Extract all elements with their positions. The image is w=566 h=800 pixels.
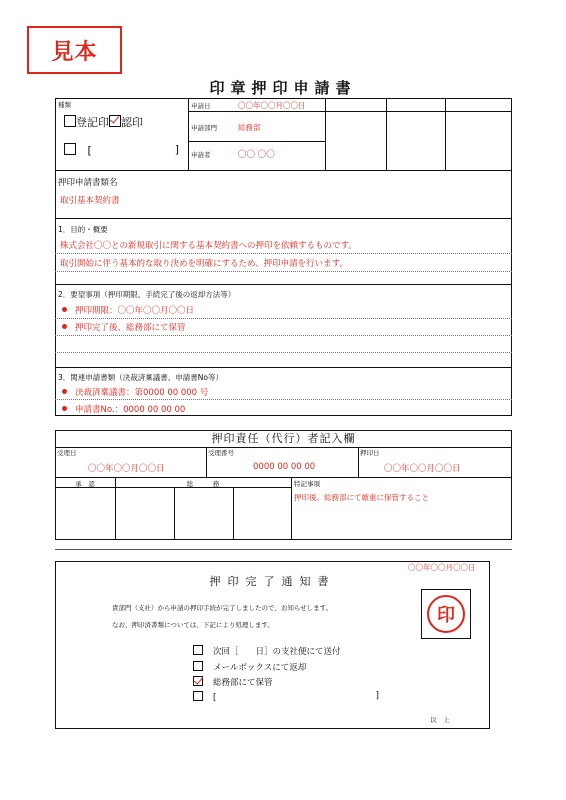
apply-date-value[interactable]: 〇〇年〇〇月〇〇日: [238, 101, 306, 110]
seal-box: [421, 589, 471, 639]
department-label: 申請部門: [191, 124, 217, 132]
responsible-title: 押印責任（代行）者記入欄: [211, 432, 356, 445]
received-date-label: 受理日: [57, 449, 77, 457]
special-notes-label: 特記事項: [294, 480, 320, 488]
type-label: 種類: [58, 101, 71, 109]
bullet-icon: [62, 406, 67, 411]
purpose-line-1[interactable]: 株式会社〇〇との新規取引に関する基本契約書への押印を依頼するものです。: [60, 241, 357, 251]
form-title: 印章押印申請書: [209, 79, 357, 97]
notice-body-1: 貴部門（支社）から申請の押印手続が完了しましたので、お知らせします。: [112, 604, 333, 612]
notice-option-4[interactable]: [193, 691, 379, 703]
other-bracket-open: [: [87, 144, 92, 157]
general-affairs-label: 総 務: [186, 480, 220, 488]
bullet-icon: [62, 389, 67, 394]
notice-option-2[interactable]: [193, 661, 306, 673]
requests-label: 2．要望事項（押印期限、手続完了後の返却方法等）: [58, 290, 236, 299]
other-bracket-close: ]: [174, 143, 179, 156]
doc-name-value[interactable]: 取引基本契約書: [60, 196, 120, 206]
registered-seal-label: 登記印: [76, 116, 109, 129]
doc-name-label: 押印申請書類名: [58, 178, 118, 188]
option-2-checkbox[interactable]: [193, 661, 203, 671]
type-option-registered[interactable]: [64, 114, 143, 130]
received-number-label: 受理番号: [208, 449, 234, 457]
option-4-bracket-open: [: [213, 693, 217, 703]
purpose-line-2[interactable]: 取引開始に伴う基本的な取り決めを明確にするため、押印申請を行います。: [60, 259, 348, 269]
seal-icon: 印: [427, 595, 465, 633]
notice-option-1[interactable]: [193, 645, 341, 657]
stamp-date-value[interactable]: 〇〇年〇〇月〇〇日: [384, 464, 461, 474]
related-item-2-text: 申請書No.：0000 00 00 00: [75, 405, 186, 415]
option-4-checkbox[interactable]: [193, 691, 203, 701]
approval-seal-label: 認印: [121, 116, 143, 129]
related-item-1-text: 決裁済稟議書：第0000 00 000 号: [75, 388, 209, 398]
request-item-2[interactable]: [62, 321, 186, 333]
related-item-1[interactable]: [62, 386, 208, 398]
approval-label: 承 認: [75, 480, 95, 488]
special-notes-value[interactable]: 押印後、総務部にて厳重に保管すること: [294, 493, 429, 502]
applicant-label: 申請者: [191, 151, 211, 159]
sample-stamp: 見本: [27, 26, 122, 74]
type-option-other[interactable]: [64, 143, 179, 157]
registered-seal-checkbox[interactable]: [64, 115, 76, 127]
request-item-1[interactable]: [62, 304, 194, 316]
purpose-label: 1．目的・概要: [58, 225, 108, 234]
other-seal-checkbox[interactable]: [64, 143, 76, 155]
approval-seal-checkbox[interactable]: [109, 115, 121, 127]
related-item-2[interactable]: [62, 403, 185, 415]
apply-date-label: 申請日: [191, 102, 211, 110]
option-3-checkbox[interactable]: [193, 676, 203, 686]
notice-option-3[interactable]: [193, 676, 273, 688]
option-3-label: 総務部にて保管: [213, 678, 273, 688]
option-2-label: メールボックスにて返却: [213, 663, 307, 673]
applicant-value[interactable]: 〇〇 〇〇: [238, 150, 275, 160]
option-4-bracket-close: ]: [375, 691, 379, 701]
related-label: 3．関連申請書類（決裁済稟議書、申請書No等）: [58, 373, 223, 382]
request-item-1-text: 押印期限：〇〇年〇〇月〇〇日: [75, 306, 195, 316]
bullet-icon: [62, 324, 67, 329]
notice-body-2: なお、押印済書類については、下記により処理します。: [112, 621, 274, 629]
notice-closing: 以 上: [430, 716, 450, 724]
bullet-icon: [62, 307, 67, 312]
notice-title: 押印完了通知書: [209, 575, 336, 588]
option-1-checkbox[interactable]: [193, 645, 203, 655]
stamp-date-label: 押印日: [360, 449, 380, 457]
department-value[interactable]: 総務部: [238, 123, 261, 132]
received-date-value[interactable]: 〇〇年〇〇月〇〇日: [88, 464, 165, 474]
received-number-value[interactable]: 0000 00 00 00: [253, 462, 316, 472]
option-1-label: 次回［ 日］の支社便にて送付: [213, 647, 341, 657]
notice-date[interactable]: 〇〇年〇〇月〇〇日: [408, 563, 476, 572]
request-item-2-text: 押印完了後、総務部にて保管: [75, 323, 186, 333]
